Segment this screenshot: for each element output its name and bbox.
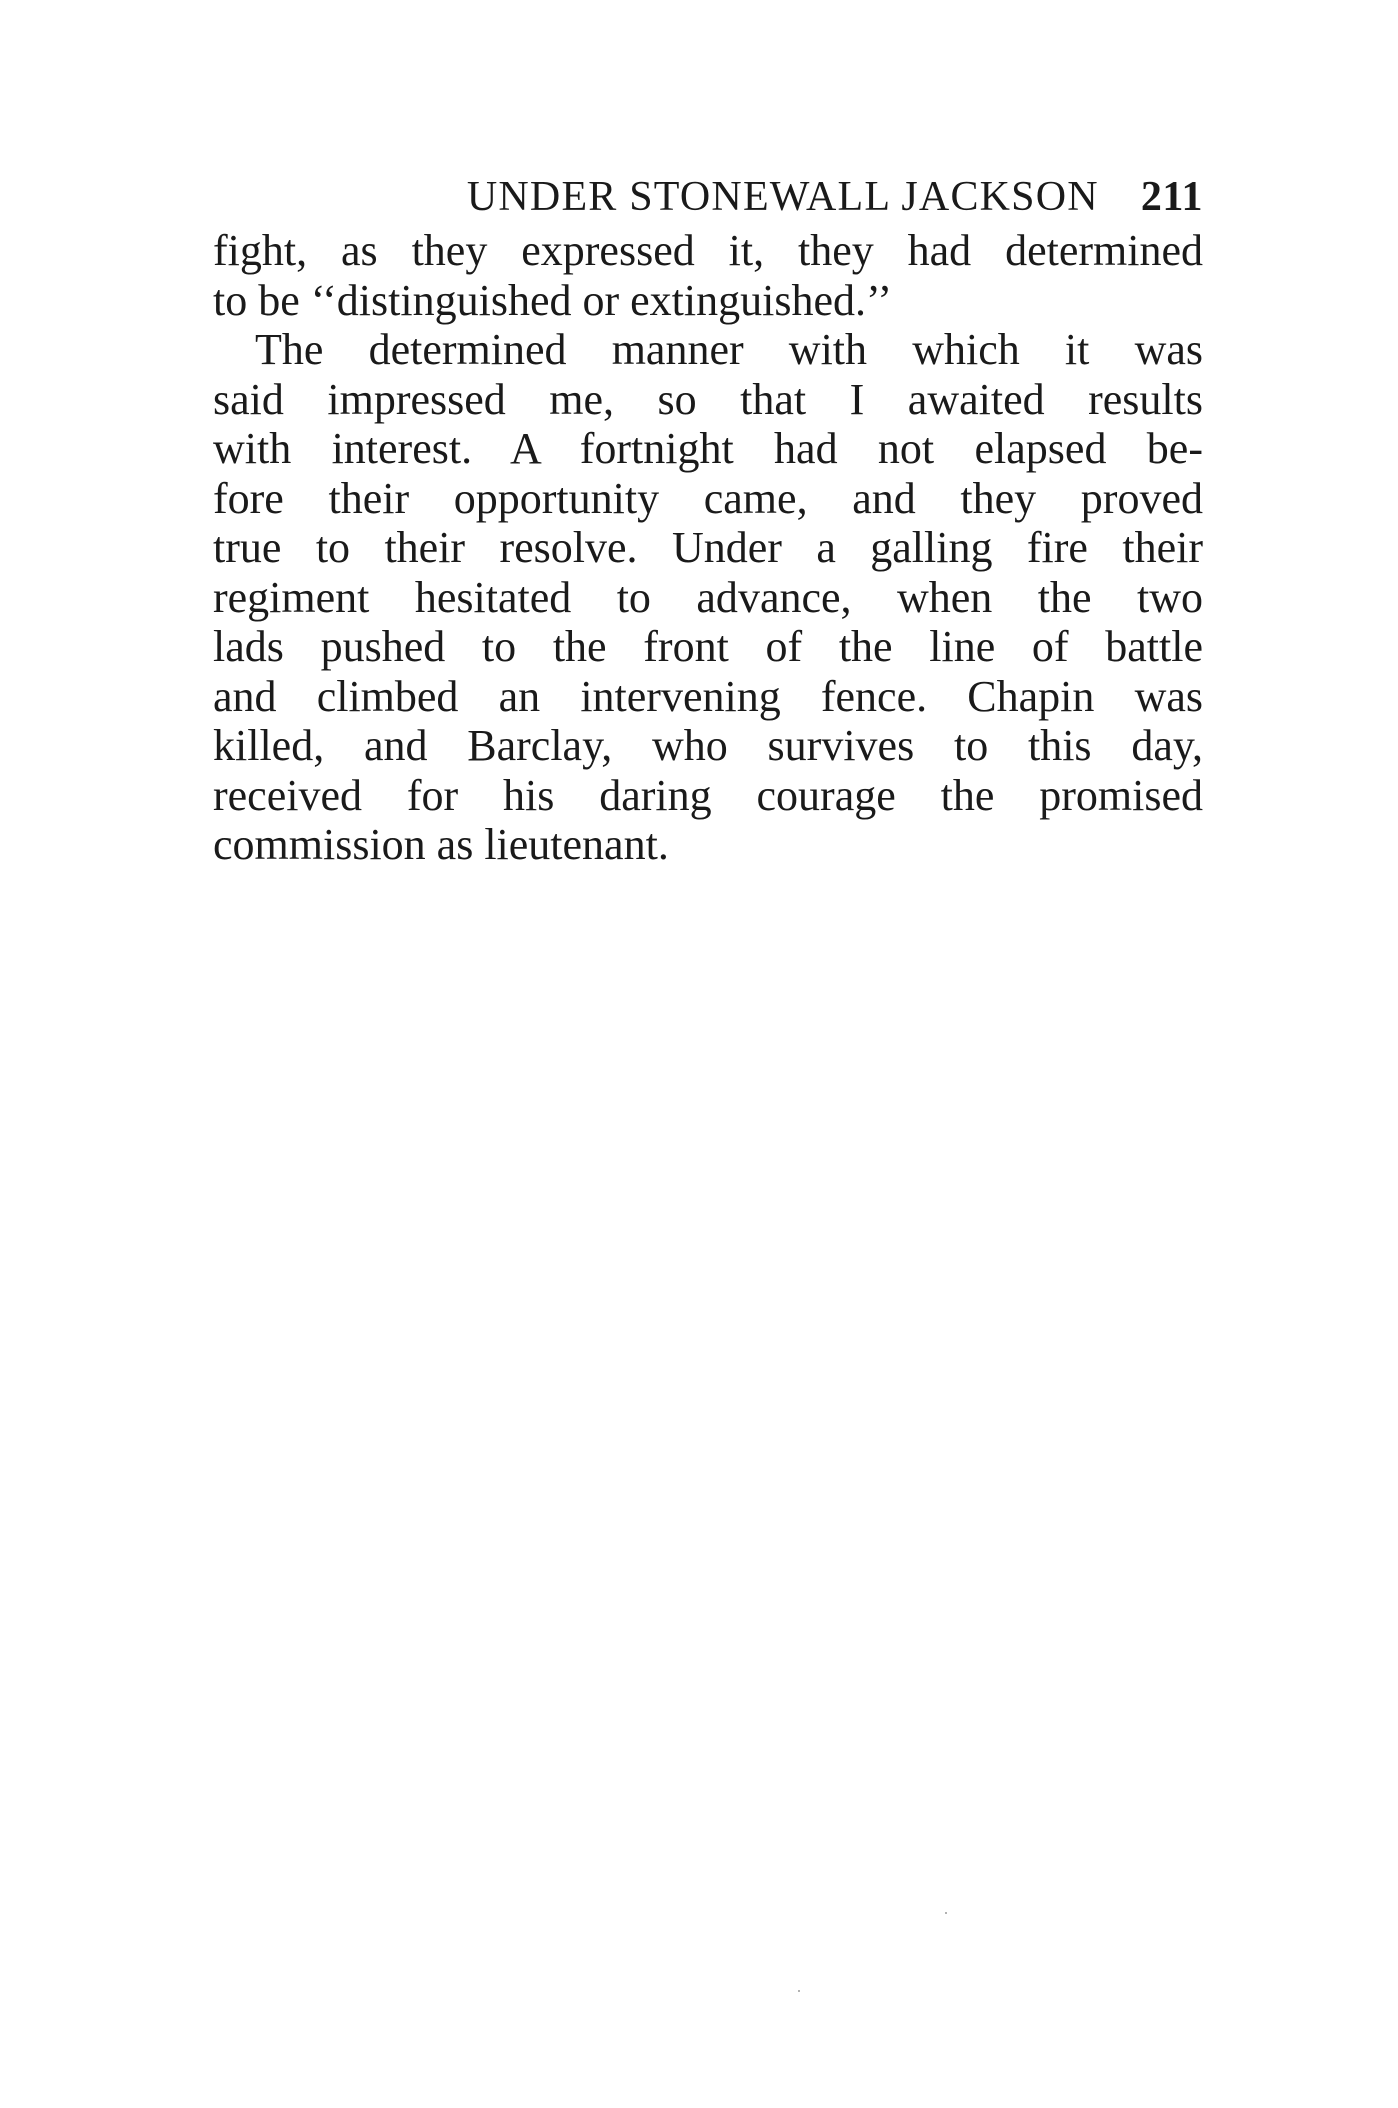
text-line: killed, and Barclay, who survives to this day, [213,721,1203,770]
body-text [213,226,1203,870]
running-title: UNDER STONEWALL JACKSON [466,174,1099,220]
text-line: The determined manner with which it was [255,325,1203,374]
text-line: true to their resolve. Under a galling fire their [213,523,1203,572]
text-line: and climbed an intervening fence. Chapin was [213,671,1203,721]
book-page [213,168,1203,870]
text-line: lads pushed to the front of the line of battle [213,622,1203,671]
page-number: 211 [1140,174,1203,220]
paper-speck [798,1990,800,1992]
paper-speck [945,1912,947,1914]
text-line: commission as lieutenant. [213,820,669,869]
text-line: with interest. A fortnight had not elapsed be- [213,424,1203,473]
text-line: regiment hesitated to advance, when the two [213,572,1203,622]
text-line: said impressed me, so that I awaited results [213,374,1203,424]
text-line: to be ‘‘distinguished or extinguished.’’ [213,275,893,325]
text-line: fore their opportunity came, and they proved [213,473,1203,523]
running-head [213,168,1203,226]
text-line: received for his daring courage the promised [213,770,1203,820]
text-line: fight, as they expressed it, they had determined [213,226,1203,275]
